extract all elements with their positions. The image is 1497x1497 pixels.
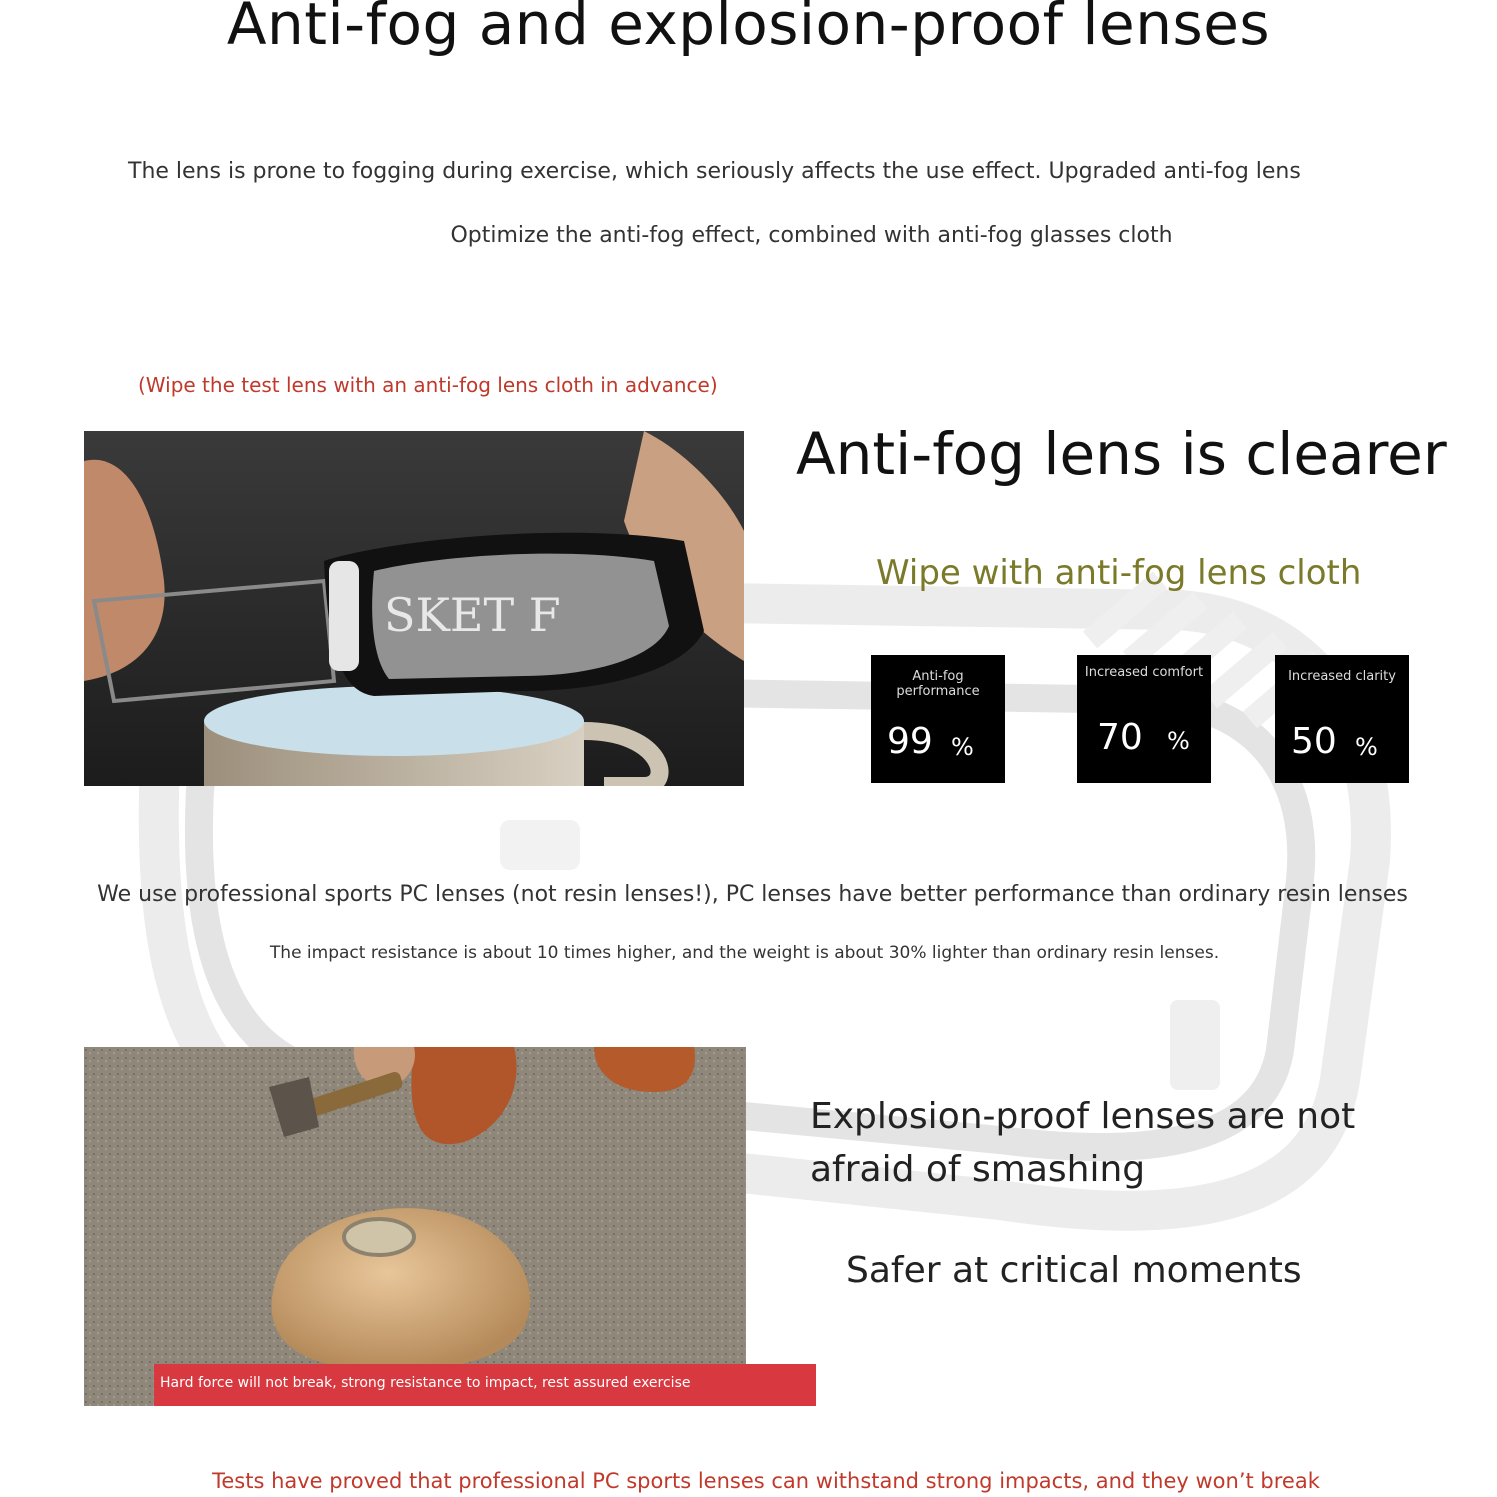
smash-photo-caption: Hard force will not break, strong resistance to impact, rest assured exercise [154,1364,816,1406]
stat-label: Increased clarity [1288,669,1396,684]
intro-text-line-2: Optimize the anti-fog effect, combined with anti-fog glasses cloth [450,223,1173,248]
stat-card-anti-fog [871,655,1005,783]
stat-value: 70 [1097,717,1143,758]
stat-unit: % [1167,727,1190,755]
intro-text-line-1: The lens is prone to fogging during exercise, which seriously affects the use effect. Upgraded anti-fog lens [128,159,1301,184]
pc-lens-text-line-2: The impact resistance is about 10 times higher, and the weight is about 30% lighter than ordinary resin lenses. [269,943,1220,963]
fog-test-photo [84,431,744,786]
stat-value: 99 [887,721,933,762]
stat-label: Increased comfort [1084,665,1204,680]
smash-test-photo [84,1047,746,1406]
stat-unit: % [1355,733,1378,761]
anti-fog-subheading: Wipe with anti-fog lens cloth [876,553,1362,593]
explosion-proof-subheading: Safer at critical moments [846,1250,1302,1291]
stat-card-comfort [1077,655,1211,783]
page-title: Anti-fog and explosion-proof lenses [226,0,1271,58]
stat-card-clarity [1275,655,1409,783]
explosion-proof-heading: Explosion-proof lenses are not afraid of smashing [810,1096,1356,1190]
stat-value: 50 [1291,721,1337,762]
pc-lens-text-line-1: We use professional sports PC lenses (not resin lenses!), PC lenses have better performance than ordinary resin lenses [97,882,1408,907]
stat-label: Anti-fog performance [896,669,980,699]
footer-note: Tests have proved that professional PC sports lenses can withstand strong impacts, and they won’t break [212,1469,1320,1493]
anti-fog-heading: Anti-fog lens is clearer [796,420,1447,488]
stat-unit: % [951,733,974,761]
test-note: (Wipe the test lens with an anti-fog lens cloth in advance) [138,373,718,397]
svg-text:SKET F: SKET F [384,588,561,642]
